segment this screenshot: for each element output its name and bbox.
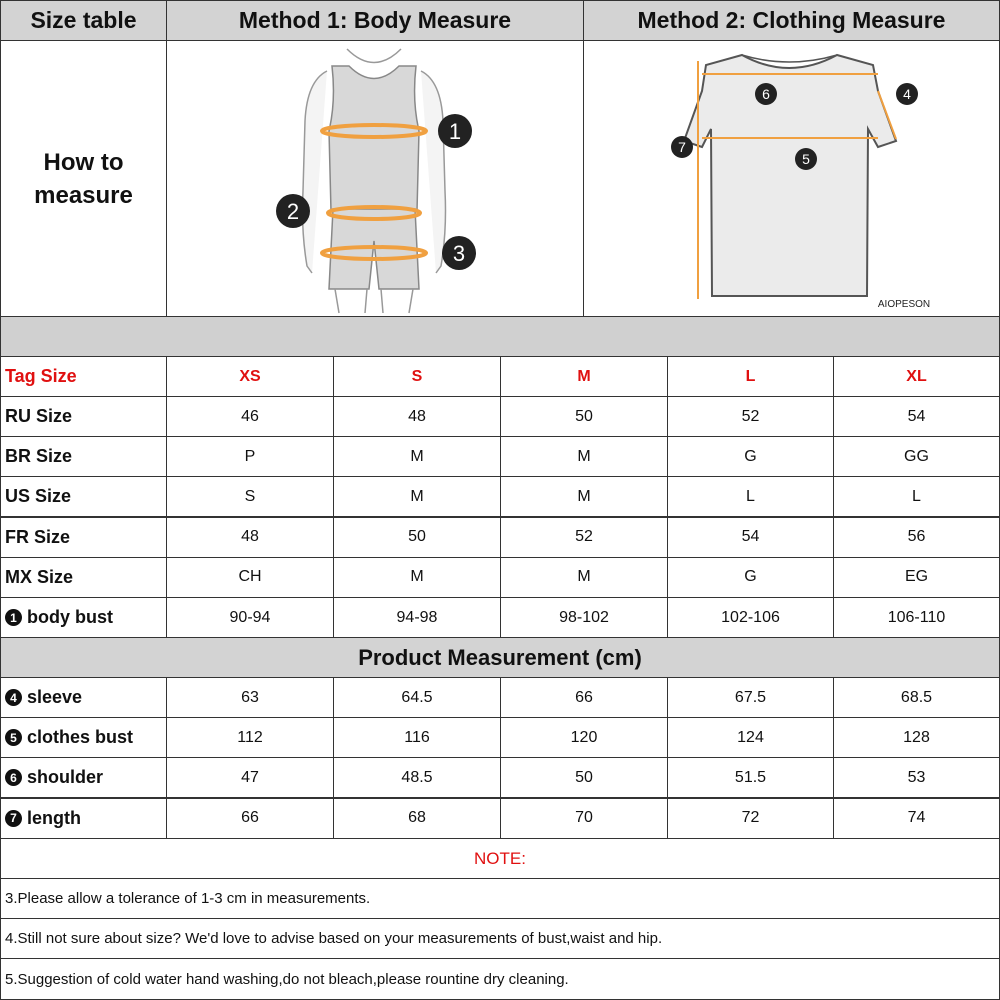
marker-4-label: 4 xyxy=(903,86,911,102)
row-label xyxy=(0,396,167,437)
table-cell: P xyxy=(166,436,334,477)
table-cell: 66 xyxy=(500,677,668,718)
marker-3-label: 3 xyxy=(452,241,466,266)
table-cell: 46 xyxy=(166,396,334,437)
table-cell: 51.5 xyxy=(667,757,834,798)
table-cell: 102-106 xyxy=(667,597,834,638)
table-cell: 70 xyxy=(500,798,668,839)
row-label xyxy=(0,557,167,598)
note-title: NOTE: xyxy=(0,838,1000,879)
table-cell: 50 xyxy=(500,757,668,798)
row-label-text: RU Size xyxy=(5,406,73,426)
table-cell: 112 xyxy=(166,717,334,758)
clothing-measure-diagram xyxy=(583,40,1000,317)
table-cell: 116 xyxy=(333,717,501,758)
table-cell: 74 xyxy=(833,798,1000,839)
row-label xyxy=(0,476,167,517)
table-cell: 54 xyxy=(667,517,834,558)
row-label-text: sleeve xyxy=(27,687,83,707)
table-cell: 56 xyxy=(833,517,1000,558)
size-table-header: Size table xyxy=(0,0,167,41)
marker-2-label: 2 xyxy=(286,199,300,224)
method1-header: Method 1: Body Measure xyxy=(166,0,584,41)
number-badge-icon: 4 xyxy=(5,689,22,706)
body-measure-diagram xyxy=(166,40,584,317)
marker-6-icon xyxy=(755,83,777,105)
method2-header: Method 2: Clothing Measure xyxy=(583,0,1000,41)
row-label xyxy=(0,677,167,718)
marker-5-icon xyxy=(795,148,817,170)
row-label-text: body bust xyxy=(27,607,113,627)
table-cell: 67.5 xyxy=(667,677,834,718)
table-cell: 90-94 xyxy=(166,597,334,638)
table-cell: 128 xyxy=(833,717,1000,758)
marker-2-icon xyxy=(276,194,310,228)
table-cell: M xyxy=(333,557,501,598)
number-badge-icon: 6 xyxy=(5,769,22,786)
marker-5-label: 5 xyxy=(802,151,810,167)
number-badge-icon: 5 xyxy=(5,729,22,746)
tag-size-l: L xyxy=(667,356,834,397)
note-item-4: 4.Still not sure about size? We'd love to advise based on your measurements of bust,waist and hip. xyxy=(0,918,1000,959)
marker-4-icon xyxy=(896,83,918,105)
row-label xyxy=(0,517,167,558)
tag-size-xs: XS xyxy=(166,356,334,397)
note-item-5: 5.Suggestion of cold water hand washing,do not bleach,please rountine dry cleaning. xyxy=(0,958,1000,1000)
brand-label: AIOPESON xyxy=(877,299,931,310)
marker-3-icon xyxy=(442,236,476,270)
table-cell: 66 xyxy=(166,798,334,839)
tag-size-label: Tag Size xyxy=(0,356,167,397)
table-cell: 106-110 xyxy=(833,597,1000,638)
table-cell: 50 xyxy=(500,396,668,437)
tag-size-xl: XL xyxy=(833,356,1000,397)
row-label xyxy=(0,597,167,638)
table-cell: 64.5 xyxy=(333,677,501,718)
how-to-line1: How to xyxy=(43,148,124,176)
row-label-text: length xyxy=(27,807,81,828)
table-cell: 72 xyxy=(667,798,834,839)
marker-1-label: 1 xyxy=(448,119,462,144)
row-label-text: BR Size xyxy=(5,446,73,467)
table-cell: G xyxy=(667,557,834,598)
marker-7-label: 7 xyxy=(678,139,686,155)
row-label-text: MX Size xyxy=(5,566,74,587)
row-label-text: shoulder xyxy=(27,767,104,788)
marker-6-label: 6 xyxy=(762,86,770,102)
number-badge-icon: 1 xyxy=(5,609,22,626)
table-cell: 124 xyxy=(667,717,834,758)
product-measurement-header: Product Measurement (cm) xyxy=(0,637,1000,678)
table-cell: M xyxy=(333,436,501,477)
separator-band xyxy=(0,316,1000,357)
how-to-measure-label xyxy=(0,40,167,317)
table-cell: 48 xyxy=(333,396,501,437)
number-badge-icon: 7 xyxy=(5,810,22,827)
tag-size-s: S xyxy=(333,356,501,397)
tag-size-m: M xyxy=(500,356,668,397)
table-cell: 68.5 xyxy=(833,677,1000,718)
table-cell: 68 xyxy=(333,798,501,839)
table-cell: 52 xyxy=(667,396,834,437)
row-label-text: clothes bust xyxy=(27,727,134,748)
table-cell: 48 xyxy=(166,517,334,558)
table-cell: 47 xyxy=(166,757,334,798)
table-cell: 94-98 xyxy=(333,597,501,638)
table-cell: 54 xyxy=(833,396,1000,437)
table-cell: L xyxy=(667,476,834,517)
table-cell: M xyxy=(500,557,668,598)
row-label xyxy=(0,798,167,839)
table-cell: 50 xyxy=(333,517,501,558)
table-cell: 53 xyxy=(833,757,1000,798)
row-label xyxy=(0,436,167,477)
table-cell: 120 xyxy=(500,717,668,758)
table-cell: 63 xyxy=(166,677,334,718)
marker-1-icon xyxy=(438,114,472,148)
table-cell: M xyxy=(333,476,501,517)
row-label xyxy=(0,757,167,798)
table-cell: G xyxy=(667,436,834,477)
table-cell: EG xyxy=(833,557,1000,598)
row-label-text: FR Size xyxy=(5,526,71,547)
table-cell: 48.5 xyxy=(333,757,501,798)
table-cell: L xyxy=(833,476,1000,517)
tshirt-illustration xyxy=(584,41,999,316)
how-to-line2: measure xyxy=(34,181,133,209)
marker-7-icon xyxy=(671,136,693,158)
table-cell: 98-102 xyxy=(500,597,668,638)
table-cell: S xyxy=(166,476,334,517)
body-figure-illustration xyxy=(167,41,583,316)
table-cell: CH xyxy=(166,557,334,598)
table-cell: M xyxy=(500,476,668,517)
table-cell: GG xyxy=(833,436,1000,477)
table-cell: M xyxy=(500,436,668,477)
row-label xyxy=(0,717,167,758)
note-item-3: 3.Please allow a tolerance of 1-3 cm in measurements. xyxy=(0,878,1000,919)
table-cell: 52 xyxy=(500,517,668,558)
row-label-text: US Size xyxy=(5,486,72,507)
